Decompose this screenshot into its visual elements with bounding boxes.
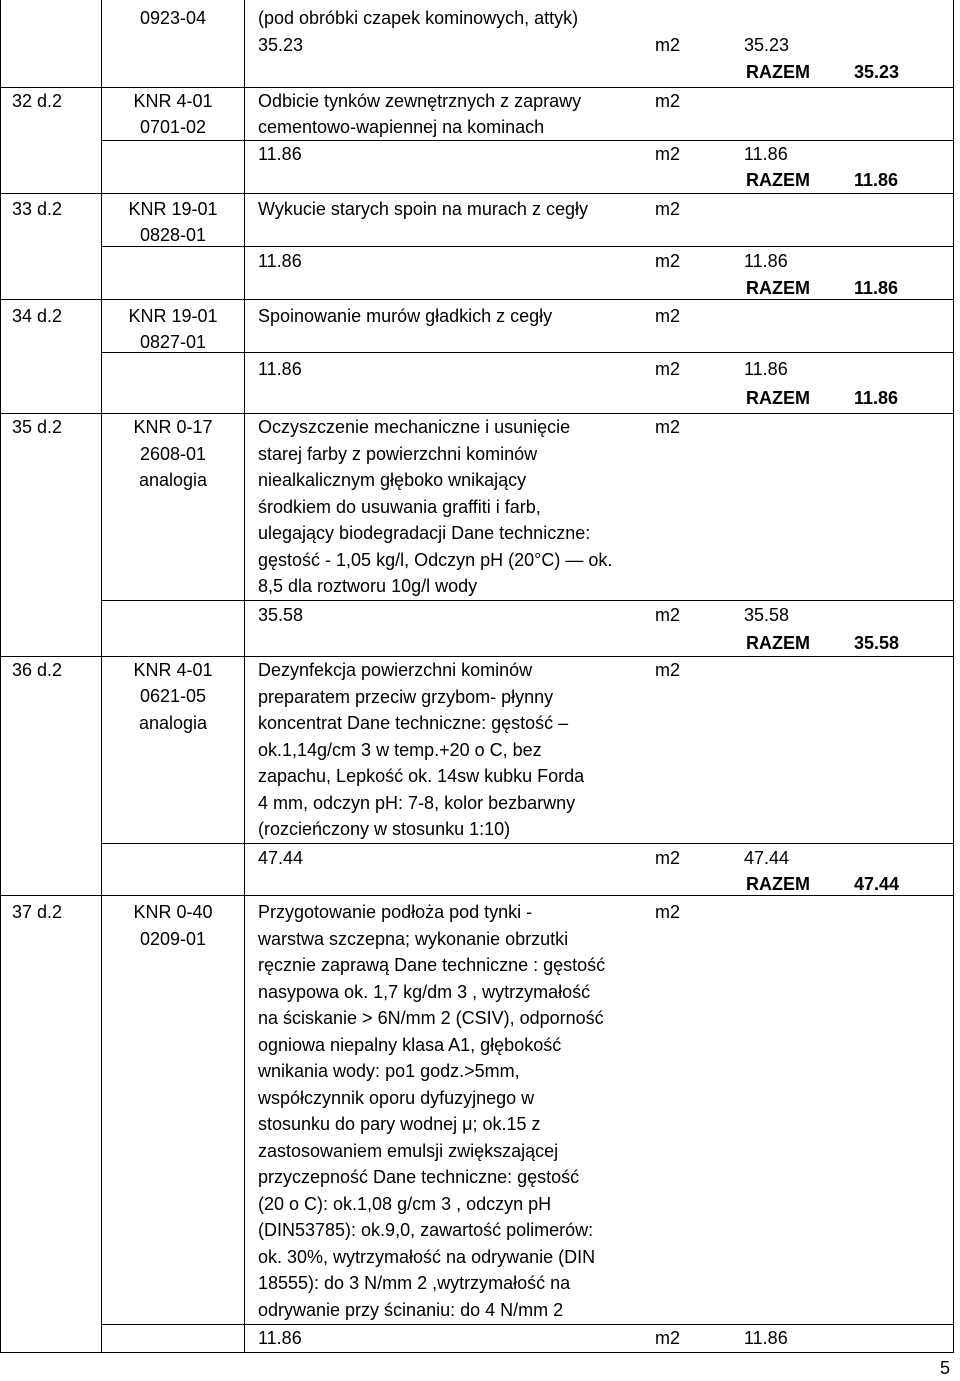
item-code: 0621-05 xyxy=(139,686,207,706)
quantity-calc: 35.23 xyxy=(258,35,304,55)
item-code: analogia xyxy=(138,470,208,490)
quantity-unit: m2 xyxy=(655,35,681,55)
item-description: Odbicie tynków zewnętrznych z zaprawy xyxy=(258,91,582,111)
description-line: nasypowa ok. 1,7 kg/dm 3 , wytrzymałość xyxy=(258,981,591,1002)
quantity-calc: 47.44 xyxy=(258,848,304,868)
description-line: Przygotowanie podłoża pod tynki - xyxy=(258,902,533,922)
table-bottom-border xyxy=(0,1352,954,1353)
total-value: 11.86 xyxy=(854,388,899,408)
item-unit: m2 xyxy=(655,417,681,437)
row-divider xyxy=(101,843,954,844)
description-line: ogniowa niepalny klasa A1, głębokość xyxy=(258,1034,562,1055)
description-line: 4 mm, odczyn pH: 7-8, kolor bezbarwny xyxy=(258,792,576,813)
total-label: RAZEM xyxy=(746,633,810,653)
item-number: 32 d.2 xyxy=(12,91,63,111)
quantity-unit: m2 xyxy=(655,848,681,868)
item-unit: m2 xyxy=(655,660,681,680)
total-value: 11.86 xyxy=(854,278,899,298)
description-line: przyczepność Dane techniczne: gęstość xyxy=(258,1167,580,1187)
quantity-unit: m2 xyxy=(655,359,681,379)
total-label: RAZEM xyxy=(746,170,810,190)
quantity-result: 35.23 xyxy=(744,35,790,55)
quantity-result: 47.44 xyxy=(744,848,790,868)
total-label: RAZEM xyxy=(746,278,810,298)
item-number: 37 d.2 xyxy=(12,902,63,922)
item-number: 35 d.2 xyxy=(12,417,63,437)
description-line: gęstość - 1,05 kg/l, Odczyn pH (20°C) — ok. xyxy=(258,549,613,570)
total-label: RAZEM xyxy=(746,62,810,82)
description-line: Dezynfekcja powierzchni kominów xyxy=(258,660,533,680)
item-number: 34 d.2 xyxy=(12,306,63,326)
description-line: ok. 30%, wytrzymałość na odrywanie (DIN xyxy=(258,1246,596,1267)
item-code: KNR 19-01 xyxy=(128,199,218,219)
item-unit: m2 xyxy=(655,199,681,219)
quantity-calc: 11.86 xyxy=(258,144,302,164)
item-code: 0828-01 xyxy=(139,225,207,245)
item-number: 33 d.2 xyxy=(12,199,63,219)
item-description xyxy=(258,899,648,1323)
row-divider xyxy=(0,299,954,300)
description-line: odrywanie przy ścinaniu: do 4 N/mm 2 xyxy=(258,1299,564,1320)
description-line: (rozcieńczony w stosunku 1:10) xyxy=(258,819,511,839)
item-description: cementowo-wapiennej na kominach xyxy=(258,117,545,137)
description-line: stosunku do pary wodnej μ; ok.15 z xyxy=(258,1114,541,1134)
total-value: 47.44 xyxy=(854,874,900,894)
description-line: wnikania wody: po1 godz.>5mm, xyxy=(258,1061,520,1081)
total-value: 35.58 xyxy=(854,633,900,653)
description-line: 18555): do 3 N/mm 2 ,wytrzymałość na xyxy=(258,1273,571,1293)
item-code: 0701-02 xyxy=(139,117,207,137)
item-unit: m2 xyxy=(655,91,681,111)
item-description: (pod obróbki czapek kominowych, attyk) xyxy=(258,8,579,28)
item-code: KNR 0-17 xyxy=(133,417,213,437)
row-divider xyxy=(101,1324,954,1325)
total-label: RAZEM xyxy=(746,874,810,894)
description-line: koncentrat Dane techniczne: gęstość – xyxy=(258,713,569,733)
item-code: KNR 0-40 xyxy=(133,902,213,922)
description-line: niealkalicznym głęboko wnikający xyxy=(258,470,527,490)
quantity-unit: m2 xyxy=(655,144,681,164)
description-line: Oczyszczenie mechaniczne i usunięcie xyxy=(258,417,571,437)
description-line: ok.1,14g/cm 3 w temp.+20 o C, bez xyxy=(258,739,542,760)
description-line: warstwa szczepna; wykonanie obrzutki xyxy=(258,928,569,949)
quantity-result: 11.86 xyxy=(744,1328,788,1348)
item-code: 0827-01 xyxy=(139,332,207,352)
page-number: 5 xyxy=(940,1358,951,1378)
total-value: 35.23 xyxy=(854,62,900,82)
quantity-unit: m2 xyxy=(655,1328,681,1348)
description-line: (DIN53785): ok.9,0, zawartość polimerów: xyxy=(258,1220,594,1240)
item-description: Spoinowanie murów gładkich z cegły xyxy=(258,306,553,326)
description-line: zapachu, Lepkość ok. 14sw kubku Forda xyxy=(258,766,585,786)
item-code: KNR 4-01 xyxy=(133,660,213,680)
quantity-unit: m2 xyxy=(655,605,681,625)
quantity-result: 11.86 xyxy=(744,251,788,271)
item-code: analogia xyxy=(138,713,208,733)
item-number: 36 d.2 xyxy=(12,660,63,680)
description-line: 8,5 dla roztworu 10g/l wody xyxy=(258,576,478,596)
quantity-calc: 11.86 xyxy=(258,1328,302,1348)
quantity-calc: 11.86 xyxy=(258,359,302,379)
column-divider-code xyxy=(244,0,245,1353)
description-line: współczynnik oporu dyfuzyjnego w xyxy=(258,1087,535,1108)
quantity-result: 35.58 xyxy=(744,605,790,625)
item-unit: m2 xyxy=(655,902,681,922)
description-line: (20 o C): ok.1,08 g/cm 3 , odczyn pH xyxy=(258,1193,552,1214)
row-divider xyxy=(101,600,954,601)
item-code: KNR 19-01 xyxy=(128,306,218,326)
item-description xyxy=(258,414,648,600)
description-line: starej farby z powierzchni kominów xyxy=(258,443,538,464)
total-value: 11.86 xyxy=(854,170,899,190)
quantity-result: 11.86 xyxy=(744,359,788,379)
description-line: na ściskanie > 6N/mm 2 (CSIV), odporność xyxy=(258,1008,604,1028)
item-description xyxy=(258,657,648,843)
item-code: KNR 4-01 xyxy=(133,91,213,111)
description-line: ręcznie zaprawą Dane techniczne : gęstość xyxy=(258,955,606,975)
description-line: środkiem do usuwania graffiti i farb, xyxy=(258,496,541,517)
quantity-unit: m2 xyxy=(655,251,681,271)
total-label: RAZEM xyxy=(746,388,810,408)
description-line: zastosowaniem emulsji zwiększającej xyxy=(258,1140,559,1161)
table-left-border xyxy=(0,0,1,1353)
row-divider xyxy=(0,895,954,896)
description-line: ulegający biodegradacji Dane techniczne: xyxy=(258,523,591,543)
quantity-calc: 11.86 xyxy=(258,251,302,271)
item-code: 0923-04 xyxy=(139,8,207,28)
quantity-calc: 35.58 xyxy=(258,605,304,625)
table-right-border xyxy=(953,0,954,1353)
item-code: 0209-01 xyxy=(139,929,207,949)
item-description: Wykucie starych spoin na murach z cegły xyxy=(258,199,588,219)
row-divider xyxy=(0,193,954,194)
quantity-result: 11.86 xyxy=(744,144,788,164)
description-line: preparatem przeciw grzybom- płynny xyxy=(258,686,554,707)
item-code: 2608-01 xyxy=(139,444,207,464)
item-unit: m2 xyxy=(655,306,681,326)
